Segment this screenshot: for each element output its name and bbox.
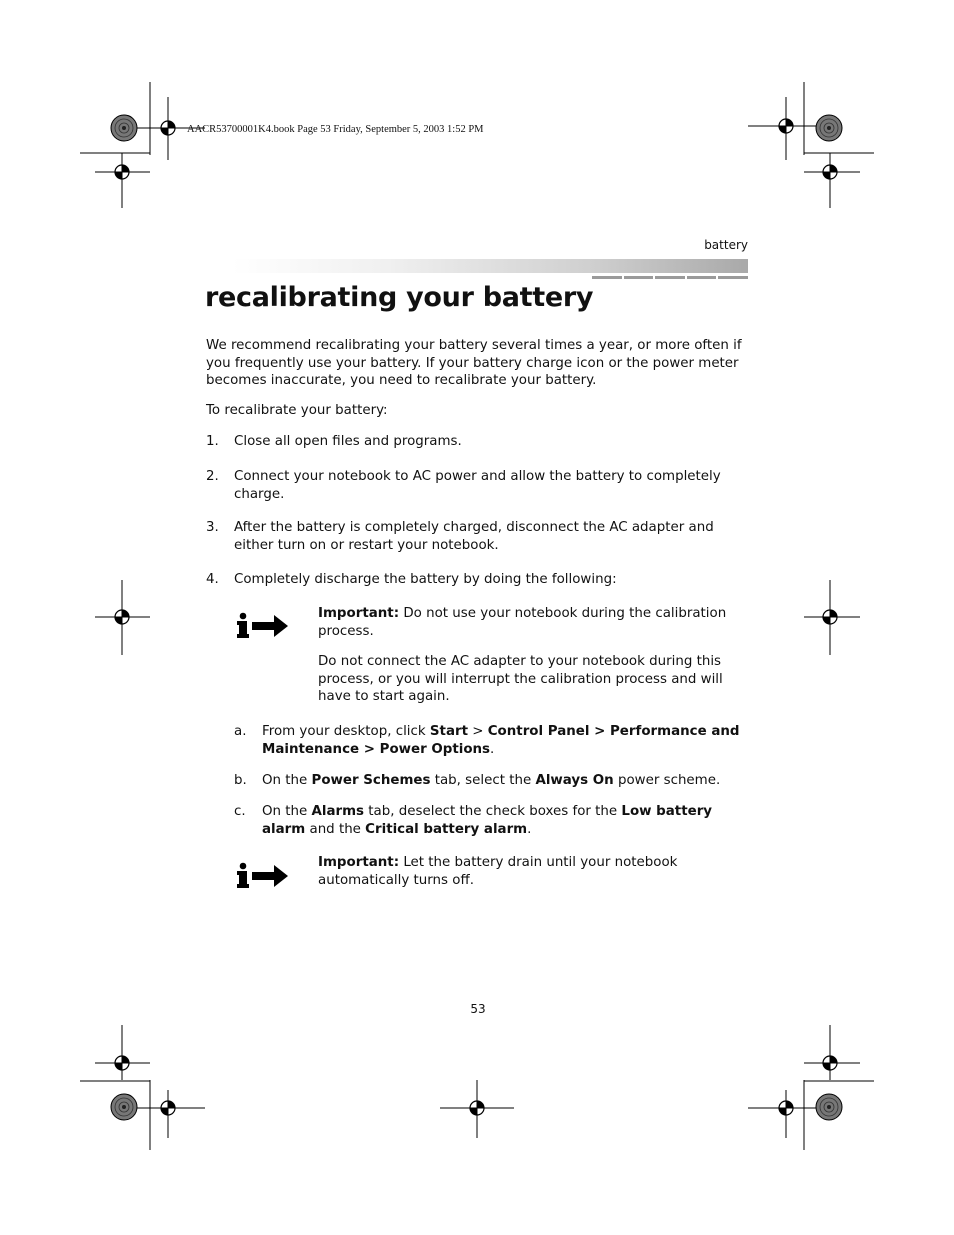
- ui-term: Power Schemes: [311, 773, 431, 788]
- step-text: Close all open files and programs.: [234, 434, 462, 449]
- substep-letter: c.: [234, 804, 246, 819]
- info-arrow-icon: [234, 862, 290, 890]
- ui-term: Critical battery alarm: [365, 821, 528, 837]
- header-gradient-rule: [232, 259, 748, 273]
- step-number: 2.: [206, 469, 219, 484]
- note-label: Important:: [318, 855, 400, 870]
- step-text: Connect your notebook to AC power and allow the battery to completely charge.: [234, 469, 721, 502]
- note-text: Do not use your notebook during the calibration process.: [318, 606, 727, 639]
- note-label: Important:: [318, 606, 400, 621]
- step-text: After the battery is completely charged, disconnect the AC adapter and either turn on or restart your notebook.: [234, 520, 714, 553]
- substep-text: On the Alarms tab, deselect the check boxes for the Low battery alarm and the Critical battery alarm.: [262, 804, 713, 837]
- step-number: 1.: [206, 434, 219, 449]
- step-number: 3.: [206, 520, 219, 535]
- intro-paragraph: We recommend recalibrating your battery several times a year, or more often if you frequently use your battery. If your battery charge icon or the power meter becomes inaccurate, you need to recalibrate your battery.: [206, 338, 742, 388]
- important-note: [318, 854, 728, 889]
- important-note-continued: Do not connect the AC adapter to your notebook during this process, or you will interrupt the calibration process and will have to start again.: [318, 654, 723, 704]
- page-title: recalibrating your battery: [205, 282, 594, 313]
- ui-term: Always On: [535, 773, 614, 788]
- info-arrow-icon: [234, 612, 290, 640]
- ui-term: Control Panel > Performance and Maintenance > Power Options: [262, 724, 740, 757]
- ui-term: Alarms: [311, 804, 365, 819]
- print-slug: AACR53700001K4.book Page 53 Friday, September 5, 2003 1:52 PM: [187, 124, 484, 135]
- procedure-lead: To recalibrate your battery:: [206, 403, 388, 418]
- header-segment-rule: [592, 276, 748, 279]
- substep-letter: a.: [234, 724, 247, 739]
- ui-term: Start: [429, 724, 468, 739]
- ui-term: Low battery alarm: [262, 804, 713, 837]
- substep-letter: b.: [234, 773, 247, 788]
- note-text: Let the battery drain until your notebook automatically turns off.: [318, 855, 678, 888]
- page-number: 53: [470, 1002, 486, 1016]
- step-text: Completely discharge the battery by doing the following:: [234, 572, 617, 587]
- running-head: battery: [704, 238, 748, 252]
- substep-text: From your desktop, click Start > Control Panel > Performance and Maintenance > Power Options.: [262, 724, 740, 757]
- important-note: [318, 605, 728, 640]
- step-number: 4.: [206, 572, 219, 587]
- substep-text: On the Power Schemes tab, select the Always On power scheme.: [262, 773, 721, 788]
